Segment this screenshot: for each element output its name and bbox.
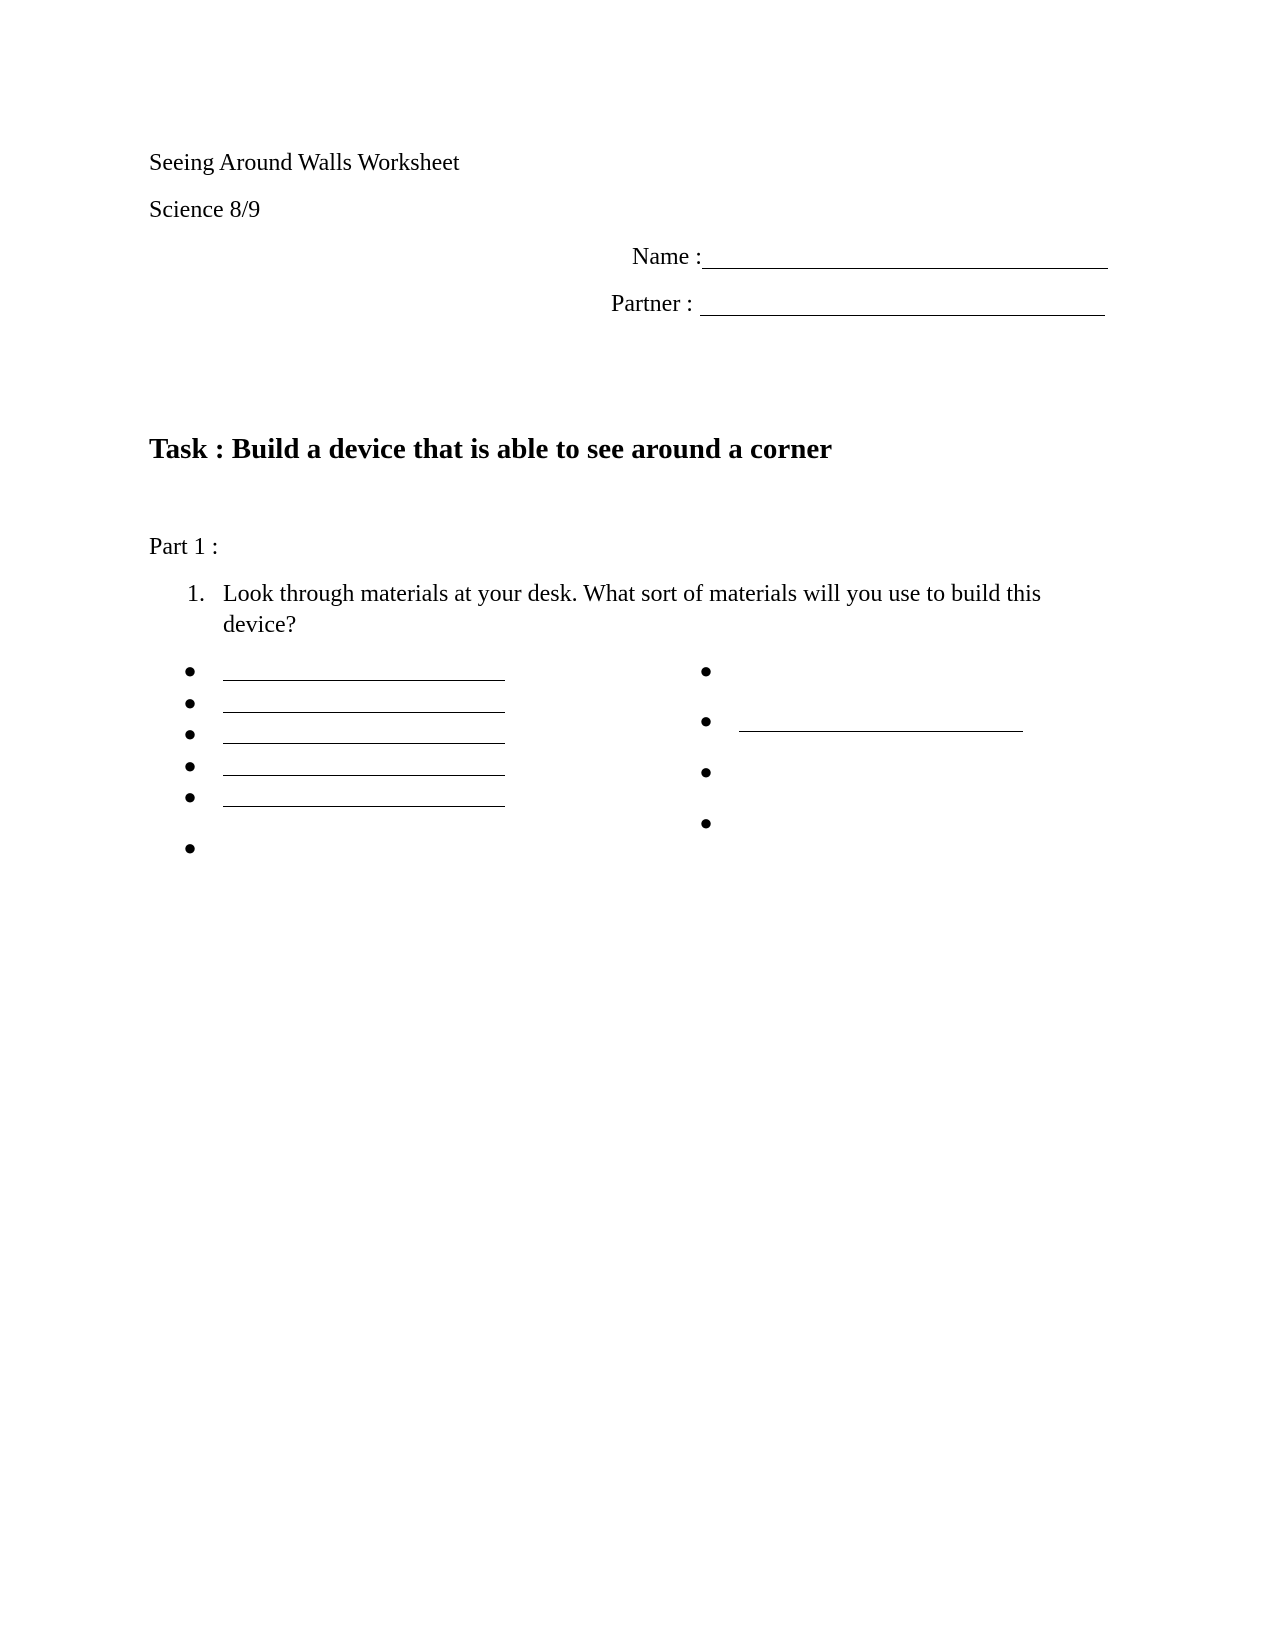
question-text: Look through materials at your desk. What sort of materials will you use to build this device? [223, 581, 1042, 638]
bullet-icon: ● [699, 759, 713, 784]
task-heading: Task : Build a device that is able to see around a corner [149, 433, 833, 465]
material-blank-line[interactable] [223, 775, 505, 776]
material-blank-line[interactable] [223, 680, 505, 681]
bullet-icon: ● [183, 721, 197, 746]
worksheet-title: Seeing Around Walls Worksheet [149, 150, 460, 176]
name-blank-line[interactable] [702, 268, 1108, 269]
partner-label: Partner : [611, 291, 693, 317]
bullet-icon: ● [699, 658, 713, 683]
bullet-icon: ● [183, 753, 197, 778]
bullet-icon: ● [183, 690, 197, 715]
name-label: Name : [632, 244, 702, 270]
bullet-icon: ● [183, 784, 197, 809]
bullet-icon: ● [183, 835, 197, 860]
class-subtitle: Science 8/9 [149, 197, 261, 223]
material-blank-line[interactable] [223, 743, 505, 744]
bullet-icon: ● [699, 708, 713, 733]
bullet-icon: ● [699, 810, 713, 835]
material-blank-line[interactable] [739, 731, 1023, 732]
bullet-icon: ● [183, 658, 197, 683]
material-blank-line[interactable] [223, 806, 505, 807]
question-number: 1. [187, 581, 205, 607]
partner-blank-line[interactable] [700, 315, 1105, 316]
material-blank-line[interactable] [223, 712, 505, 713]
part-1-label: Part 1 : [149, 534, 219, 560]
